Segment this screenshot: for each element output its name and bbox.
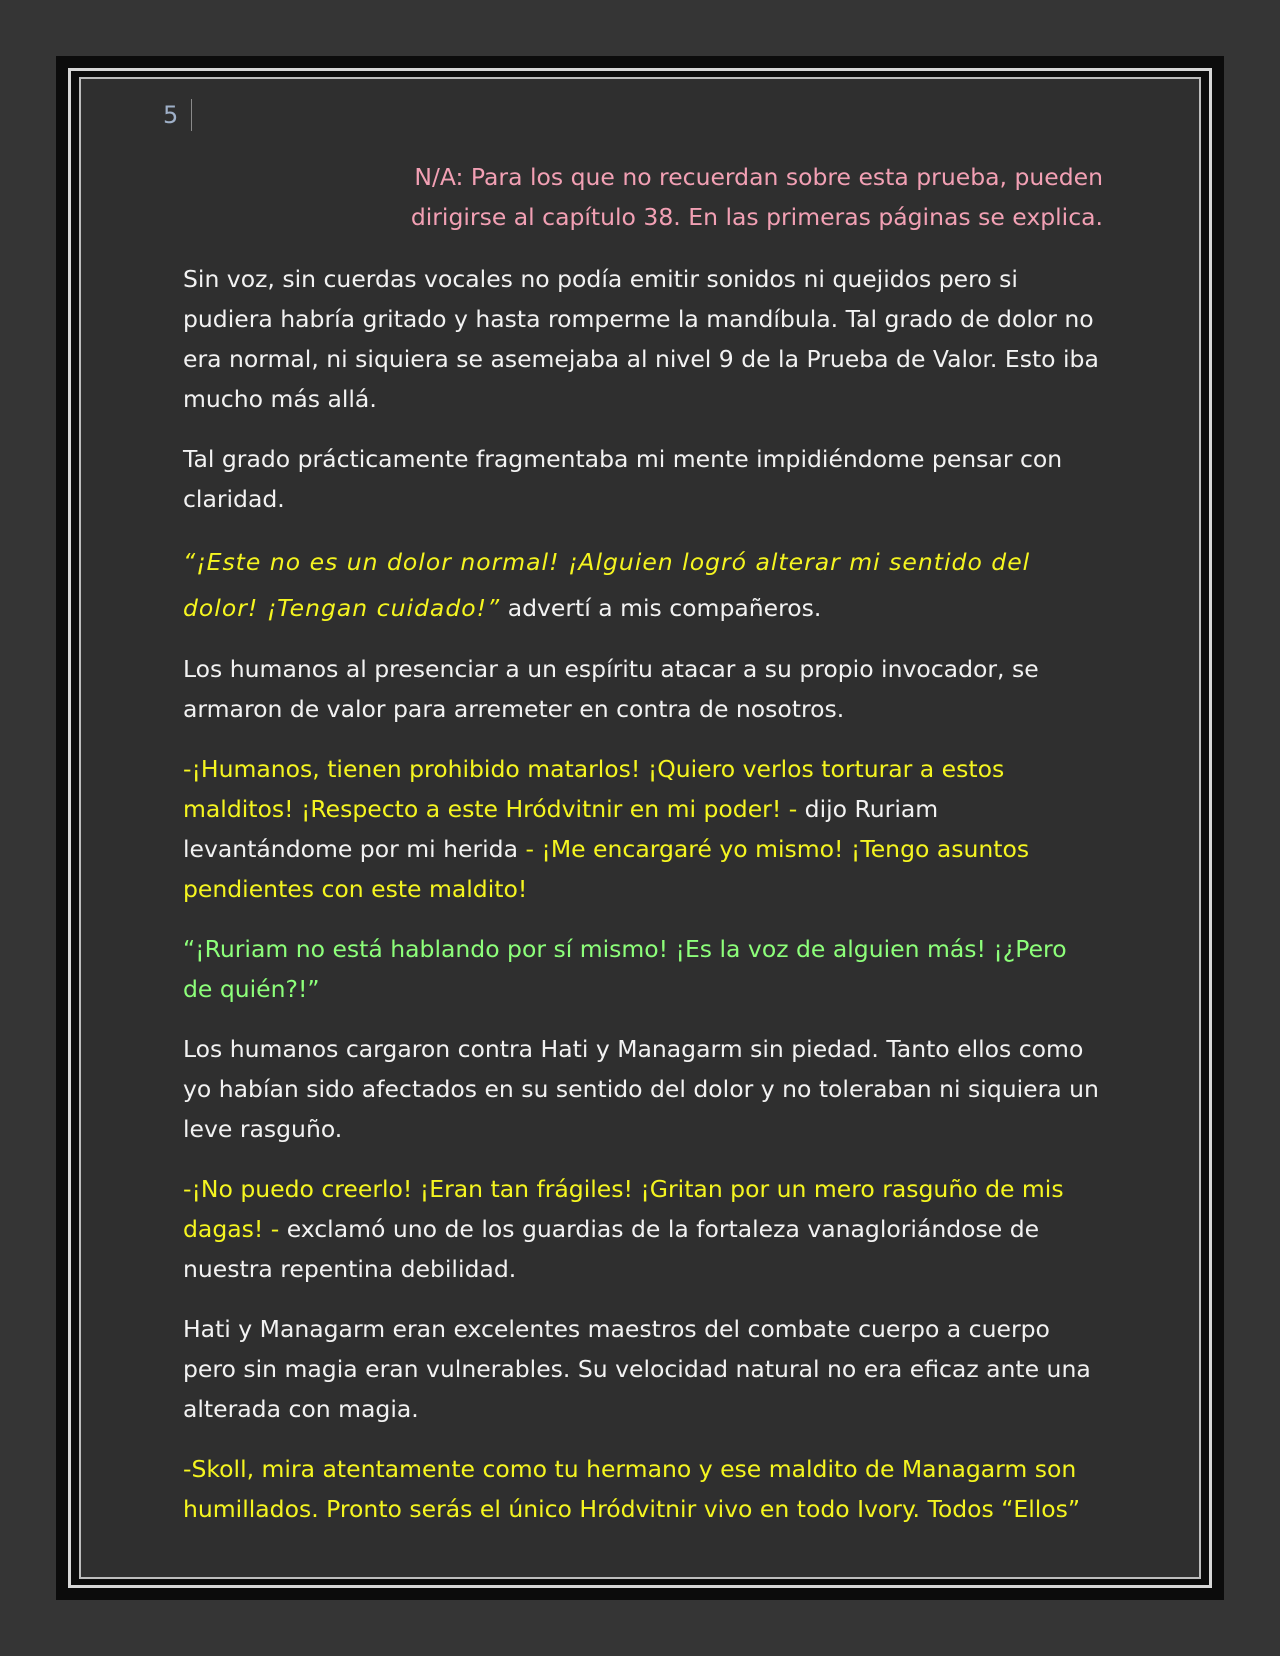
author-note-line-1: N/A: Para los que no recuerdan sobre esta prueba, pueden: [414, 163, 1103, 191]
text-cursor: [191, 99, 192, 131]
thought-warning: “¡Este no es un dolor normal! ¡Alguien logró alterar mi sentido del dolor! ¡Tengan cuidado!”: [183, 548, 1031, 622]
page-body: [79, 77, 1201, 1579]
author-note-line-2: dirigirse al capítulo 38. En las primeras páginas se explica.: [410, 203, 1103, 231]
dialogue-guard: -¡No puedo creerlo! ¡Eran tan frágiles! ¡Gritan por un mero rasguño de mis dagas! -: [183, 1175, 1064, 1243]
narration-text: advertí a mis compañeros.: [500, 594, 822, 622]
dialogue-ruriam-1: -¡Humanos, tienen prohibido matarlos! ¡Quiero verlos torturar a estos malditos! ¡Respecto a este Hródvitnir en mi poder! -: [183, 755, 1005, 823]
page-frame: [56, 56, 1224, 1600]
page-number: 5: [163, 101, 179, 129]
paragraph-9: Hati y Managarm eran excelentes maestros del combate cuerpo a cuerpo pero sin magia eran vulnerables. Su velocidad natural no era eficaz ante una alterada con magia.: [183, 1315, 1091, 1423]
page-border: [68, 68, 1212, 1588]
narration-text: exclamó uno de los guardias de la fortaleza vanagloriándose de nuestra repentina debilidad.: [183, 1215, 1040, 1283]
paragraph-6-thought: “¡Ruriam no está hablando por sí mismo! ¡Es la voz de alguien más! ¡¿Pero de quién?!”: [183, 935, 1067, 1003]
paragraph-2: Tal grado prácticamente fragmentaba mi mente impidiéndome pensar con claridad.: [183, 445, 1063, 513]
paragraph-3: [183, 539, 1103, 631]
paragraph-7: Los humanos cargaron contra Hati y Managarm sin piedad. Tanto ellos como yo habían sido afectados en su sentido del dolor y no toleraban ni siquiera un leve rasguño.: [183, 1035, 1099, 1143]
paragraph-4: Los humanos al presenciar a un espíritu atacar a su propio invocador, se armaron de valor para arremeter en contra de nosotros.: [183, 655, 1039, 723]
narration-text: dijo Ruriam levantándome por mi herida: [183, 795, 939, 863]
paragraph-10-dialogue: -Skoll, mira atentamente como tu hermano y ese maldito de Managarm son humillados. Pronto serás el único Hródvitnir vivo en todo Ivory. Todos “Ellos”: [183, 1455, 1081, 1523]
paragraph-8: [183, 1169, 1103, 1289]
paragraph-1: Sin voz, sin cuerdas vocales no podía emitir sonidos ni quejidos pero si pudiera habría gritado y hasta romperme la mandíbula. Tal grado de dolor no era normal, ni siquiera se asemejaba al nivel 9 de la Prueba de Valor. Esto iba mucho más allá.: [183, 265, 1099, 413]
author-note: [183, 157, 1103, 237]
page-content: [183, 157, 1103, 1549]
paragraph-5: [183, 749, 1103, 909]
dialogue-ruriam-2: - ¡Me encargaré yo mismo! ¡Tengo asuntos pendientes con este maldito!: [183, 835, 1030, 903]
